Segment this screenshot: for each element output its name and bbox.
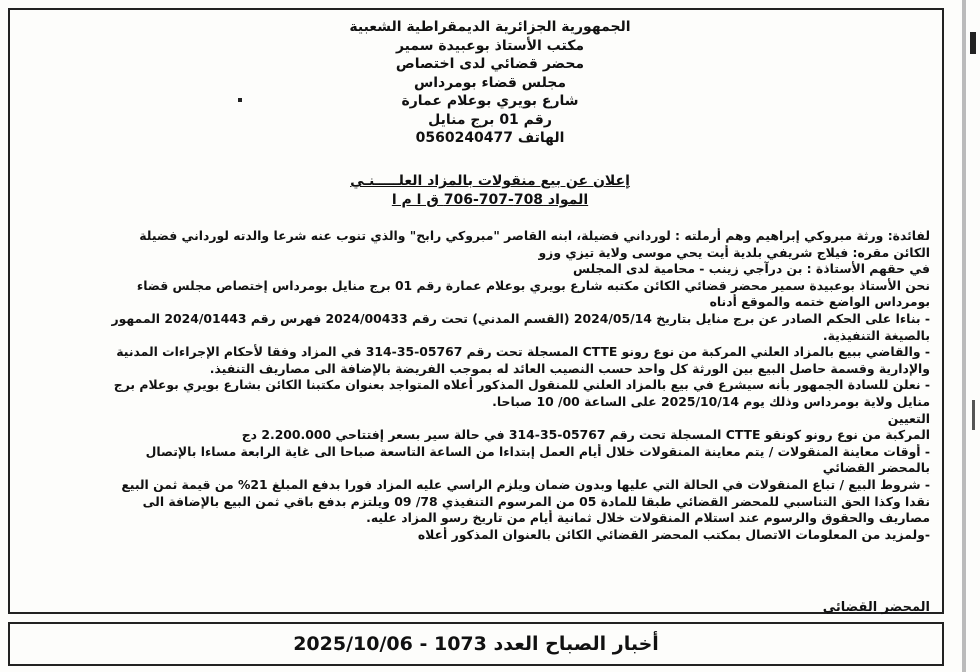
scan-mark xyxy=(970,32,976,54)
body-line: منايل ولاية بومرداس وذلك يوم 2025/10/14 على الساعة 00/ 10 صباحا. xyxy=(492,393,930,409)
body-line: - شروط البيع / تباع المنقولات في الحالة التي عليها وبدون ضمان ويلزم الراسي عليه المزاد فورا بدفع المبلغ 21% من قيمة ثمن البيع xyxy=(121,476,930,492)
body-line: نحن الأستاذ بوعبيدة سمير محضر قضائي الكائن مكتبه شارع بويري بوعلام عمارة رقم 01 برج منايل بومرداس إختصاص مجلس قضاء xyxy=(136,277,930,293)
title-articles: المواد 708-707-706 ق ا م ا xyxy=(391,192,589,208)
body-line: - نعلن للسادة الجمهور بأنه سيشرع في بيع بالمزاد العلني للمنقول المذكور أعلاه المتواجد بعنوان مكتبنا الكائن بشارع بويري بوعلام برج xyxy=(113,377,930,393)
body-line: بومرداس الواضع ختمه والموقع أدناه xyxy=(709,294,930,310)
letterhead-line: شارع بويري بوعلام عمارة xyxy=(401,93,579,109)
scan-edge xyxy=(962,0,966,672)
footer-text: أخبار الصباح العدد 1073 - 2025/10/06 xyxy=(293,633,659,655)
letterhead-line: الجمهورية الجزائرية الديمقراطية الشعبية xyxy=(349,19,631,35)
letterhead-line: رقم 01 برج منايل xyxy=(428,111,552,128)
body-line: نقدا وكذا الحق التناسبي للمحضر القضائي طبقا للمادة 05 من المرسوم التنفيذي 78/ 09 ويلتزم بدفع باقي ثمن البيع بالإضافة الى xyxy=(142,493,930,509)
notice-body xyxy=(22,228,930,543)
letterhead-line: الهاتف 0560240477 xyxy=(415,130,565,146)
body-line: الكائن مقره: فيلاج شريفي بلدية أيت يحي موسى ولاية تيزي وزو xyxy=(538,244,930,260)
body-line: المركبة من نوع رونو كونقو CTTE المسجلة تحت رقم 05767-35-314 في حالة سير بسعر إفتتاحي 2.200.000 دج xyxy=(241,427,930,443)
body-line: - بناءا على الحكم الصادر عن برج منايل بتاريخ 2024/05/14 (القسم المدني) تحت رقم 2024/00433 فهرس رقم 2024/01443 الممهور xyxy=(111,310,930,326)
body-line: والإدارية وقسمة حاصل البيع بين الورثة كل واحد حسب النصيب العائد له بموجب الفريضة بالإضافة الى مصاريف التنفيذ. xyxy=(209,360,930,376)
letterhead-line: مجلس قضاء بومرداس xyxy=(413,74,567,91)
body-line: في حقهم الأستاذة : بن درآجي زينب - محامية لدى المجلس xyxy=(572,261,930,277)
body-line: لفائدة: ورثة مبروكي إبراهيم وهم أرملته : لورداني فضيلة، ابنه القاصر "مبروكي رابح" والذي تنوب عنه شرعا والدته لورداني فضيلة xyxy=(139,228,930,243)
body-line: -ولمزيد من المعلومات الاتصال بمكتب المحضر القضائي الكائن بالعنوان المذكور أعلاه xyxy=(417,526,930,542)
newspaper-footer xyxy=(8,622,944,666)
body-line: بالمحضر القضائي xyxy=(822,460,930,476)
body-line: التعيين xyxy=(887,410,930,426)
body-line: بالصيغة التنفيذية. xyxy=(822,327,930,343)
body-line: - أوقات معاينة المنقولات / يتم معاينة المنقولات خلال أيام العمل إبتداءا من الساعة التاسعة صباحا الى غاية الرابعة مساءا بالإتصال xyxy=(145,443,930,459)
signature: المحضر القضائي xyxy=(822,600,930,615)
stray-dot xyxy=(238,98,242,102)
letterhead-line: مكتب الأستاذ بوعبيدة سمير xyxy=(395,37,585,54)
title-main: إعلان عن بيع منقولات بالمزاد العلـــــنـي xyxy=(350,173,630,189)
body-line: - والقاضي ببيع بالمزاد العلني المركبة من نوع رونو CTTE المسجلة تحت رقم 05767-35-314 في المزاد وفقا لأحكام الإجراءات المدنية xyxy=(116,344,930,360)
letterhead xyxy=(330,18,650,148)
scan-mark-lower xyxy=(972,400,975,430)
body-line: مصاريف والحقوق والرسوم عند استلام المنقولات خلال ثمانية أيام من تاريخ رسو المزاد عليه. xyxy=(366,510,930,526)
letterhead-line: محضر قضائي لدى اختصاص xyxy=(395,56,585,72)
notice-title xyxy=(330,172,650,210)
